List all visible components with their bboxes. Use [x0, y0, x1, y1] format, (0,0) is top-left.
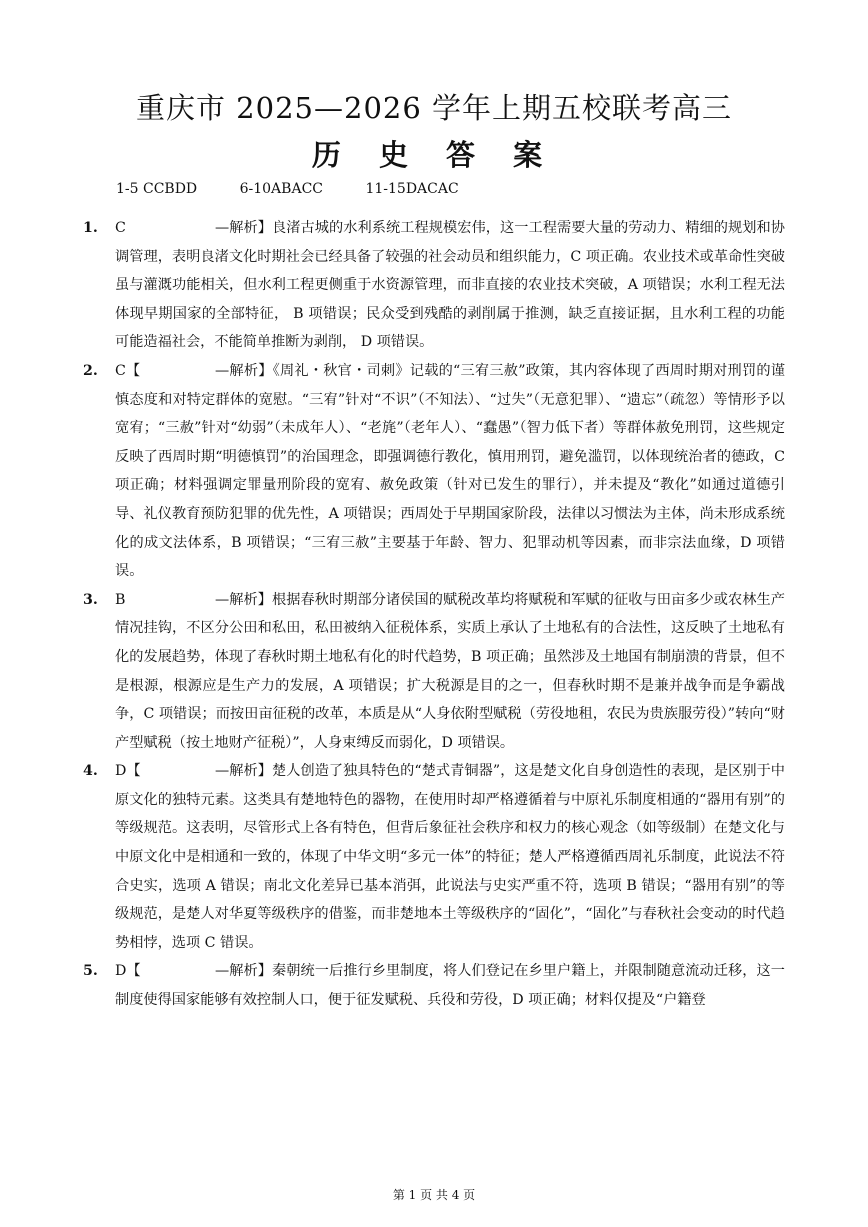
answer-item — [83, 586, 785, 758]
item-explanation: —解析】良渚古城的水利系统工程规模宏伟，这一工程需要大量的劳动力、精细的规划和协调管理，表明良渚文化时期社会已经具备了较强的社会动员和组织能力，C 项正确。农业技术或革命性突破虽与灌溉功能相关，但水利工程更侧重于水资源管理，而非直接的农业技术突破，A 项错误；水利工程无法体现早期国家的全部特征， B 项错误；民众受到残酷的剥削属于推测，缺乏直接证据，且水利工程的功能可能造福社会，不能简单推断为剥削， D 项错误。 — [115, 220, 785, 351]
item-explanation: —解析】楚人创造了独具特色的“楚式青铜器”，这是楚文化自身创造性的表现，是区别于中原文化的独特元素。这类具有楚地特色的器物，在使用时却严格遵循着与中原礼乐制度相通的“器用有别”的等级规范。这表明，尽管形式上各有特色，但背后象征社会秩序和权力的核心观念（如等级制）在楚文化与中原文化中是相通和一致的，体现了中华文明“多元一体”的特征；楚人严格遵循西周礼乐制度，此说法不符合史实，选项 A 错误；南北文化差异已基本消弭，此说法与史实严重不符，选项 B 错误；“器用有别”的等级规范，是楚人对华夏等级秩序的借鉴，而非楚地本土等级秩序的“固化”，“固化”与春秋社会变动的时代趋势相悖，选项 C 错误。 — [115, 763, 785, 951]
item-number: 1. — [83, 220, 98, 236]
answer-item — [83, 357, 785, 586]
answer-item — [83, 957, 785, 1014]
item-explanation: —解析】根据春秋时期部分诸侯国的赋税改革均将赋税和军赋的征收与田亩多少或农林生产情况挂钩，不区分公田和私田，私田被纳入征税体系，实质上承认了土地私有的合法性，这反映了土地私有化的发展趋势，体现了春秋时期土地私有化的时代趋势，B 项正确；虽然涉及土地国有制崩溃的背景，但不是根源，根源应是生产力的发展，A 项错误；扩大税源是目的之一，但春秋时期不是兼并战争而是争霸战争，C 项错误；而按田亩征税的改革，本质是从“人身依附型赋税（劳役地租，农民为贵族服劳役）”转向“财产型赋税（按土地财产征税）”，人身束缚反而弱化，D 项错误。 — [115, 591, 785, 751]
page-footer: 第 1 页 共 4 页 — [392, 1188, 476, 1202]
document-subtitle: 历 史 答 案 — [311, 138, 557, 172]
document-title: 重庆市 2025—2026 学年上期五校联考高三 — [135, 91, 733, 125]
item-number: 2. — [83, 362, 98, 379]
item-answer: D【 — [115, 763, 141, 780]
answer-item — [83, 214, 785, 357]
item-explanation: —解析】秦朝统一后推行乡里制度，将人们登记在乡里户籍上，并限制随意流动迁移，这一制度使得国家能够有效控制人口，便于征发赋税、兵役和劳役，D 项正确；材料仅提及“户籍登 — [115, 963, 785, 1009]
answer-item — [83, 757, 785, 957]
item-explanation: —解析】《周礼・秋官・司刺》记载的“三宥三赦”政策，其内容体现了西周时期对刑罚的谨慎态度和对特定群体的宽慰。“三宥”针对“不识”（不知法）、“过失”（无意犯罪）、“遗忘”（疏忽）等情形予以宽宥；“三赦”针对“幼弱”（未成年人）、“老旄”（老年人）、“蠢愚”（智力低下者）等群体赦免刑罚，这些规定反映了西周时期“明德慎罚”的治国理念，即强调德行教化，慎用刑罚，避免滥罚，以体现统治者的德政，C 项正确；材料强调定罪量刑阶段的宽宥、赦免政策（针对已发生的罪行），并未提及“教化”如通过道德引导、礼仪教育预防犯罪的优先性，A 项错误；西周处于早期国家阶段，法律以习惯法为主体，尚未形成系统化的成文法体系，B 项错误；“三宥三赦”主要基于年龄、智力、犯罪动机等因素，而非宗法血缘，D 项错误。 — [115, 362, 785, 580]
item-answer: D【 — [115, 963, 141, 980]
item-number: 4. — [83, 763, 98, 780]
answer-key-group: 11-15DACAC — [365, 181, 459, 197]
answer-key-group: 1-5 CCBDD — [116, 181, 198, 197]
item-answer: C【 — [115, 362, 141, 379]
item-answer: B — [115, 591, 126, 608]
item-number: 3. — [83, 591, 98, 608]
item-number: 5. — [83, 963, 98, 980]
answer-key-line — [116, 181, 497, 197]
item-answer: C — [115, 220, 126, 236]
answer-key-group: 6-10ABACC — [239, 181, 323, 197]
answer-items — [83, 214, 785, 1015]
